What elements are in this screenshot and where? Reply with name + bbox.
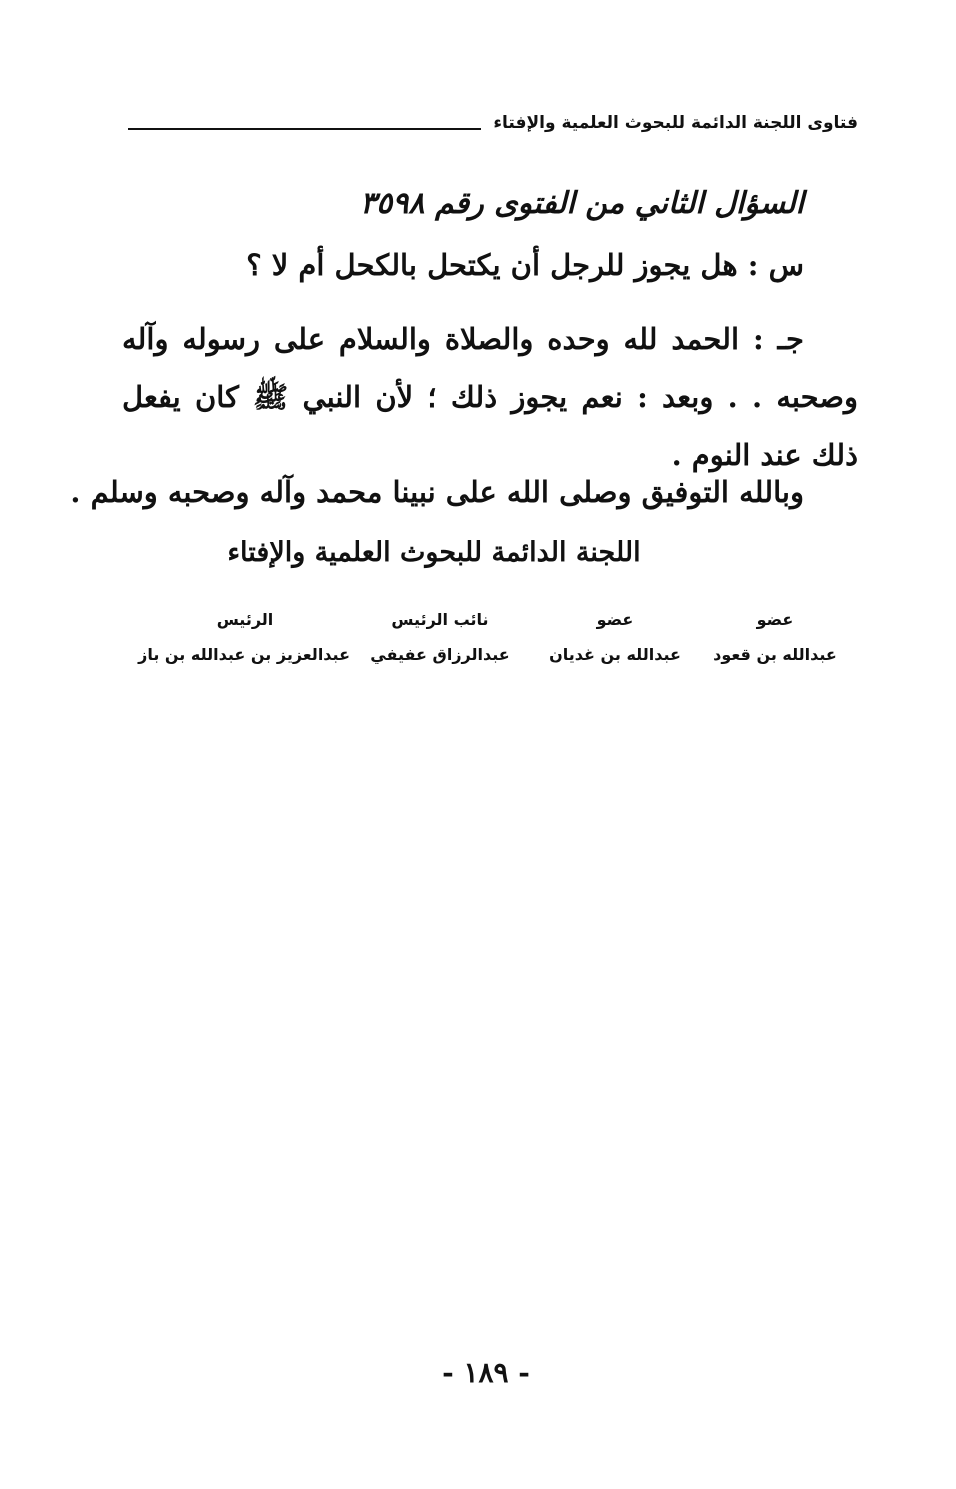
signatory-name: عبدالله بن غديان [549,645,681,664]
signatory-role: الرئيس [216,610,274,629]
signatory-name: عبدالرزاق عفيفي [370,645,510,664]
running-header [128,104,858,134]
signatory-name: عبدالعزيز بن عبدالله بن باز [138,645,350,664]
signatory-role: نائب الرئيس [391,610,489,629]
closing-formula: وبالله التوفيق وصلى الله على نبينا محمد وآله وصحبه وسلم . [70,475,804,509]
question [68,248,804,282]
signatory-role: عضو [756,610,794,629]
answer-text: الحمد لله وحده والصلاة والسلام على رسوله وآله وصحبه . . وبعد : نعم يجوز ذلك ؛ لأن النبي ﷺ كان يفعل ذلك عند النوم . [122,322,858,472]
header-rule [128,128,481,130]
signatory [540,606,690,670]
committee-title [0,537,956,568]
signatory-name: عبدالله بن قعود [713,645,837,664]
question-heading: السؤال الثاني من الفتوى رقم ٣٥٩٨ [360,186,804,221]
committee-name: اللجنة الدائمة للبحوث العلمية والإفتاء [227,537,641,568]
page-number-text: - ١٨٩ - [442,1356,530,1389]
answer [122,310,858,484]
question-text: هل يجوز للرجل أن يكتحل بالكحل أم لا ؟ [246,248,738,282]
signatory-role: عضو [596,610,634,629]
page-number [0,1356,956,1389]
question-marker: س : [747,248,804,282]
answer-marker: جـ : [752,322,804,356]
signatory [360,606,520,670]
signatures-block [140,606,840,676]
signatory [710,606,840,670]
signatory [140,606,350,670]
running-title: فتاوى اللجنة الدائمة للبحوث العلمية والإفتاء [493,113,858,133]
